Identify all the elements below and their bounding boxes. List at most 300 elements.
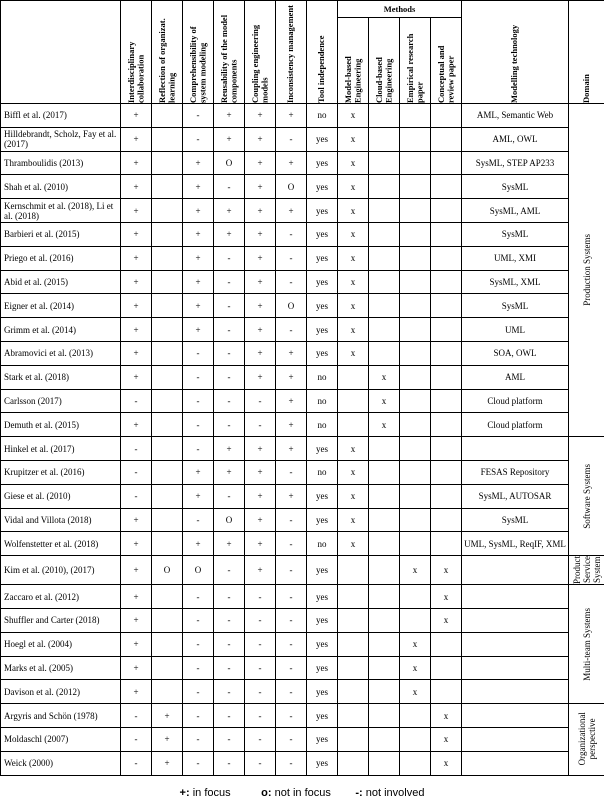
rating-cell: - [276, 680, 307, 704]
rating-cell [369, 608, 400, 632]
rating-cell: yes [307, 680, 338, 704]
rating-cell [400, 585, 431, 609]
rating-cell [431, 532, 462, 556]
rating-cell: + [183, 199, 214, 223]
rating-cell [338, 389, 369, 413]
table-row [1, 222, 604, 246]
rating-cell: + [183, 532, 214, 556]
modelling-technology-cell [462, 632, 569, 656]
rating-cell: + [214, 532, 245, 556]
rating-cell: yes [307, 632, 338, 656]
rating-cell [400, 532, 431, 556]
domain-cell [569, 556, 604, 585]
reference-cell: Stark et al. (2018) [1, 365, 121, 389]
rating-cell [369, 151, 400, 175]
rating-cell [400, 175, 431, 199]
rating-cell [431, 151, 462, 175]
domain-label: Multi-team Systems [581, 607, 592, 681]
rating-cell: yes [307, 199, 338, 223]
rating-cell: - [214, 556, 245, 585]
rating-cell: x [369, 413, 400, 437]
reference-cell: Davison et al. (2012) [1, 680, 121, 704]
modelling-technology-cell: SysML [462, 294, 569, 318]
modelling-technology-cell: SysML, AUTOSAR [462, 484, 569, 508]
rating-cell: - [245, 704, 276, 728]
rating-cell: - [276, 585, 307, 609]
rating-cell [400, 294, 431, 318]
reference-cell: Hinkel et al. (2017) [1, 437, 121, 461]
rating-cell: - [214, 727, 245, 751]
rating-cell: x [338, 222, 369, 246]
rating-cell: - [183, 680, 214, 704]
modelling-technology-cell [462, 656, 569, 680]
rating-cell: - [214, 751, 245, 775]
rating-cell [152, 632, 183, 656]
rating-cell: + [121, 585, 152, 609]
rating-cell: - [245, 413, 276, 437]
rating-cell [152, 199, 183, 223]
rating-cell: yes [307, 246, 338, 270]
rating-cell: + [183, 318, 214, 342]
rating-cell: + [121, 413, 152, 437]
rating-cell: - [214, 294, 245, 318]
table-row [1, 704, 604, 728]
rating-cell: x [431, 585, 462, 609]
reference-cell: Biffl et al. (2017) [1, 104, 121, 128]
rating-cell: + [183, 175, 214, 199]
rating-cell: + [121, 632, 152, 656]
rating-cell [400, 508, 431, 532]
rating-cell [400, 270, 431, 294]
rating-cell: + [276, 199, 307, 223]
rating-cell [152, 341, 183, 365]
rating-cell: no [307, 365, 338, 389]
rating-cell: + [121, 608, 152, 632]
modelling-technology-cell: SysML, STEP AP233 [462, 151, 569, 175]
legend-plus-text: in focus [189, 787, 231, 799]
rating-cell: - [121, 704, 152, 728]
table-row [1, 341, 604, 365]
rating-cell [400, 318, 431, 342]
rating-cell: - [121, 460, 152, 484]
legend-minus-text: not involved [362, 787, 425, 799]
rating-cell [152, 294, 183, 318]
modelling-technology-cell: SysML [462, 222, 569, 246]
modelling-technology-cell [462, 585, 569, 609]
modelling-technology-cell: SOA, OWL [462, 341, 569, 365]
rating-cell: x [338, 532, 369, 556]
col-header-modelling-technology: Modelling technology [462, 1, 569, 104]
table-row [1, 318, 604, 342]
header-row-1 [1, 1, 604, 18]
rating-cell [338, 656, 369, 680]
rating-cell [431, 199, 462, 223]
rating-cell: - [245, 751, 276, 775]
table-row [1, 751, 604, 775]
reference-cell: Argyris and Schön (1978) [1, 704, 121, 728]
rating-cell: - [276, 656, 307, 680]
rating-cell: yes [307, 608, 338, 632]
rating-cell [152, 151, 183, 175]
rating-cell [431, 460, 462, 484]
rating-cell: x [431, 704, 462, 728]
rating-cell [400, 341, 431, 365]
reference-cell: Shah et al. (2010) [1, 175, 121, 199]
reference-cell: Shuffler and Carter (2018) [1, 608, 121, 632]
domain-label: Production Systems [581, 234, 592, 306]
rating-cell [431, 656, 462, 680]
rating-cell: + [214, 460, 245, 484]
col-header-comprehensibility: Comprehensibility of system modeling [183, 1, 214, 104]
rating-cell: - [214, 341, 245, 365]
table-row [1, 270, 604, 294]
rating-cell [152, 585, 183, 609]
rating-cell: + [121, 151, 152, 175]
rating-cell: - [276, 222, 307, 246]
rating-cell [400, 222, 431, 246]
rating-cell: x [431, 556, 462, 585]
rating-cell [369, 437, 400, 461]
rating-cell [152, 270, 183, 294]
rating-cell [152, 460, 183, 484]
domain-label: Organizational perspective [576, 712, 597, 766]
table-row [1, 727, 604, 751]
rating-cell [152, 222, 183, 246]
rating-cell [369, 270, 400, 294]
rating-cell: - [183, 585, 214, 609]
rating-cell: - [183, 632, 214, 656]
rating-cell [431, 389, 462, 413]
rating-cell [369, 199, 400, 223]
rating-cell: x [338, 246, 369, 270]
table-row [1, 175, 604, 199]
rating-cell [338, 680, 369, 704]
col-header-reflection: Reflection of organizat. learning [152, 1, 183, 104]
rating-cell: - [183, 437, 214, 461]
reference-cell: Hoegl et al. (2004) [1, 632, 121, 656]
rating-cell [431, 175, 462, 199]
rating-cell [152, 175, 183, 199]
rating-cell [152, 608, 183, 632]
rating-cell: x [400, 632, 431, 656]
rating-cell: + [245, 318, 276, 342]
rating-cell [152, 389, 183, 413]
table-row [1, 556, 604, 585]
modelling-technology-cell: AML [462, 365, 569, 389]
rating-cell [152, 413, 183, 437]
rating-cell: + [245, 127, 276, 151]
rating-cell: + [245, 294, 276, 318]
modelling-technology-cell: SysML [462, 175, 569, 199]
rating-cell: - [121, 727, 152, 751]
rating-cell [369, 318, 400, 342]
rating-cell [431, 318, 462, 342]
reference-cell: Moldaschl (2007) [1, 727, 121, 751]
rating-cell [369, 585, 400, 609]
rating-cell: + [245, 556, 276, 585]
rating-cell: + [152, 727, 183, 751]
rating-cell: + [121, 127, 152, 151]
rating-cell [369, 294, 400, 318]
table-row [1, 294, 604, 318]
table-row [1, 246, 604, 270]
rating-cell: yes [307, 727, 338, 751]
rating-cell: x [338, 508, 369, 532]
rating-cell: - [276, 270, 307, 294]
rating-cell: - [121, 484, 152, 508]
rating-cell: + [183, 484, 214, 508]
table-row [1, 585, 604, 609]
rating-cell: + [121, 656, 152, 680]
rating-cell: - [121, 751, 152, 775]
rating-cell: no [307, 413, 338, 437]
table-row [1, 437, 604, 461]
rating-cell [369, 460, 400, 484]
rating-cell: no [307, 389, 338, 413]
rating-cell: - [276, 751, 307, 775]
rating-cell: - [183, 104, 214, 128]
modelling-technology-cell: UML [462, 318, 569, 342]
legend-minus-symbol: -: [355, 787, 363, 799]
table-body [1, 104, 604, 776]
rating-cell: + [276, 151, 307, 175]
rating-cell: - [214, 246, 245, 270]
rating-cell [338, 556, 369, 585]
rating-cell: x [338, 460, 369, 484]
rating-cell: - [121, 437, 152, 461]
domain-cell [569, 437, 604, 556]
rating-cell [431, 222, 462, 246]
rating-cell: + [276, 437, 307, 461]
rating-cell: - [214, 632, 245, 656]
rating-cell: - [276, 632, 307, 656]
rating-cell: + [121, 365, 152, 389]
rating-cell: x [338, 151, 369, 175]
rating-cell: - [214, 365, 245, 389]
rating-cell: - [276, 727, 307, 751]
rating-cell: - [183, 727, 214, 751]
rating-cell: yes [307, 222, 338, 246]
reference-cell: Marks et al. (2005) [1, 656, 121, 680]
rating-cell: x [338, 318, 369, 342]
col-header-interdisciplinary: Interdisciplinary collaboration [121, 1, 152, 104]
rating-cell: + [245, 365, 276, 389]
rating-cell: - [245, 680, 276, 704]
reference-header [1, 1, 121, 104]
modelling-technology-cell: SysML, AML [462, 199, 569, 223]
rating-cell [431, 294, 462, 318]
legend-o-symbol: o: [261, 787, 272, 799]
col-header-cloud: Cloud-based Engineering [369, 18, 400, 104]
domain-label: Product Service System [571, 556, 602, 585]
rating-cell: - [276, 704, 307, 728]
rating-cell: + [245, 222, 276, 246]
rating-cell [152, 246, 183, 270]
col-header-conceptual: Conceptual and review paper [431, 18, 462, 104]
rating-cell [400, 246, 431, 270]
rating-cell: - [276, 508, 307, 532]
rating-cell [400, 151, 431, 175]
rating-cell: yes [307, 556, 338, 585]
reference-cell: Barbieri et al. (2015) [1, 222, 121, 246]
modelling-technology-cell [462, 727, 569, 751]
reference-cell: Hilldebrandt, Scholz, Fay et al. (2017) [1, 127, 121, 151]
col-header-empirical: Empirical research paper [400, 18, 431, 104]
modelling-technology-cell [462, 608, 569, 632]
rating-cell: yes [307, 151, 338, 175]
rating-cell [369, 727, 400, 751]
rating-cell: no [307, 460, 338, 484]
rating-cell: - [183, 341, 214, 365]
table-row [1, 365, 604, 389]
table-row [1, 104, 604, 128]
rating-cell: - [214, 704, 245, 728]
table-row [1, 532, 604, 556]
rating-cell [369, 484, 400, 508]
rating-cell: - [214, 413, 245, 437]
reference-cell: Weick (2000) [1, 751, 121, 775]
reference-cell: Kernschmit et al. (2018), Li et al. (2018) [1, 199, 121, 223]
rating-cell: - [245, 656, 276, 680]
rating-cell: + [214, 199, 245, 223]
rating-cell: yes [307, 341, 338, 365]
rating-cell: x [338, 175, 369, 199]
table-row [1, 389, 604, 413]
rating-cell: + [183, 270, 214, 294]
rating-cell: + [245, 532, 276, 556]
rating-cell: yes [307, 270, 338, 294]
rating-cell [400, 727, 431, 751]
rating-cell: + [214, 104, 245, 128]
rating-cell: - [121, 389, 152, 413]
rating-cell: + [183, 151, 214, 175]
rating-cell [338, 704, 369, 728]
rating-cell: no [307, 104, 338, 128]
rating-cell: - [214, 484, 245, 508]
rating-cell: + [276, 413, 307, 437]
rating-cell [338, 727, 369, 751]
rating-cell: yes [307, 175, 338, 199]
rating-cell: x [431, 727, 462, 751]
rating-cell [152, 656, 183, 680]
rating-cell [152, 484, 183, 508]
rating-cell: x [338, 127, 369, 151]
rating-cell [369, 680, 400, 704]
rating-cell: + [183, 222, 214, 246]
rating-cell [400, 460, 431, 484]
rating-cell: x [400, 556, 431, 585]
rating-cell [369, 341, 400, 365]
table-row [1, 199, 604, 223]
rating-cell: no [307, 532, 338, 556]
modelling-technology-cell: SysML, XML [462, 270, 569, 294]
domain-cell [569, 585, 604, 704]
rating-cell [369, 175, 400, 199]
domain-cell [569, 704, 604, 775]
domain-cell [569, 104, 604, 437]
rating-cell: + [276, 341, 307, 365]
rating-cell: + [245, 508, 276, 532]
rating-cell [338, 585, 369, 609]
table-row [1, 151, 604, 175]
domain-label: Software Systems [581, 463, 592, 529]
rating-cell: + [121, 199, 152, 223]
rating-cell: - [214, 318, 245, 342]
rating-cell: x [369, 365, 400, 389]
rating-cell: + [276, 484, 307, 508]
rating-cell: O [276, 294, 307, 318]
rating-cell [338, 413, 369, 437]
rating-cell: + [245, 175, 276, 199]
rating-cell: x [431, 751, 462, 775]
rating-cell: + [121, 246, 152, 270]
rating-cell: - [183, 656, 214, 680]
reference-cell: Abid et al. (2015) [1, 270, 121, 294]
table-row [1, 656, 604, 680]
rating-cell: + [121, 222, 152, 246]
rating-cell [369, 532, 400, 556]
rating-cell [152, 508, 183, 532]
col-header-domain: Domain [569, 1, 604, 104]
rating-cell: yes [307, 127, 338, 151]
rating-cell: + [245, 341, 276, 365]
table-row [1, 413, 604, 437]
rating-cell: yes [307, 751, 338, 775]
rating-cell [431, 508, 462, 532]
legend-o-text: not in focus [271, 787, 331, 799]
rating-cell: x [431, 608, 462, 632]
table-row [1, 608, 604, 632]
modelling-technology-cell: FESAS Repository [462, 460, 569, 484]
rating-cell: - [245, 632, 276, 656]
rating-cell [152, 680, 183, 704]
rating-cell: - [276, 460, 307, 484]
rating-cell [369, 127, 400, 151]
col-header-tool-independence: Tool independence [307, 1, 338, 104]
legend [0, 787, 604, 800]
rating-cell: + [245, 246, 276, 270]
reference-cell: Demuth et al. (2015) [1, 413, 121, 437]
rating-cell: - [276, 532, 307, 556]
rating-cell: - [276, 127, 307, 151]
rating-cell [431, 341, 462, 365]
rating-cell: - [214, 680, 245, 704]
rating-cell: + [276, 365, 307, 389]
rating-cell: x [338, 104, 369, 128]
rating-cell [152, 437, 183, 461]
table-row [1, 508, 604, 532]
rating-cell: yes [307, 656, 338, 680]
rating-cell [400, 751, 431, 775]
table-row [1, 127, 604, 151]
rating-cell [431, 484, 462, 508]
rating-cell: + [121, 532, 152, 556]
modelling-technology-cell: SysML [462, 508, 569, 532]
rating-cell [369, 751, 400, 775]
modelling-technology-cell [462, 680, 569, 704]
rating-cell: - [214, 656, 245, 680]
modelling-technology-cell [462, 437, 569, 461]
rating-cell: + [121, 556, 152, 585]
table-row [1, 460, 604, 484]
rating-cell: + [121, 104, 152, 128]
legend-plus-symbol: +: [179, 787, 190, 799]
modelling-technology-cell: AML, OWL [462, 127, 569, 151]
reference-cell: Zaccaro et al. (2012) [1, 585, 121, 609]
rating-cell: + [152, 751, 183, 775]
rating-cell: - [276, 556, 307, 585]
rating-cell: yes [307, 437, 338, 461]
